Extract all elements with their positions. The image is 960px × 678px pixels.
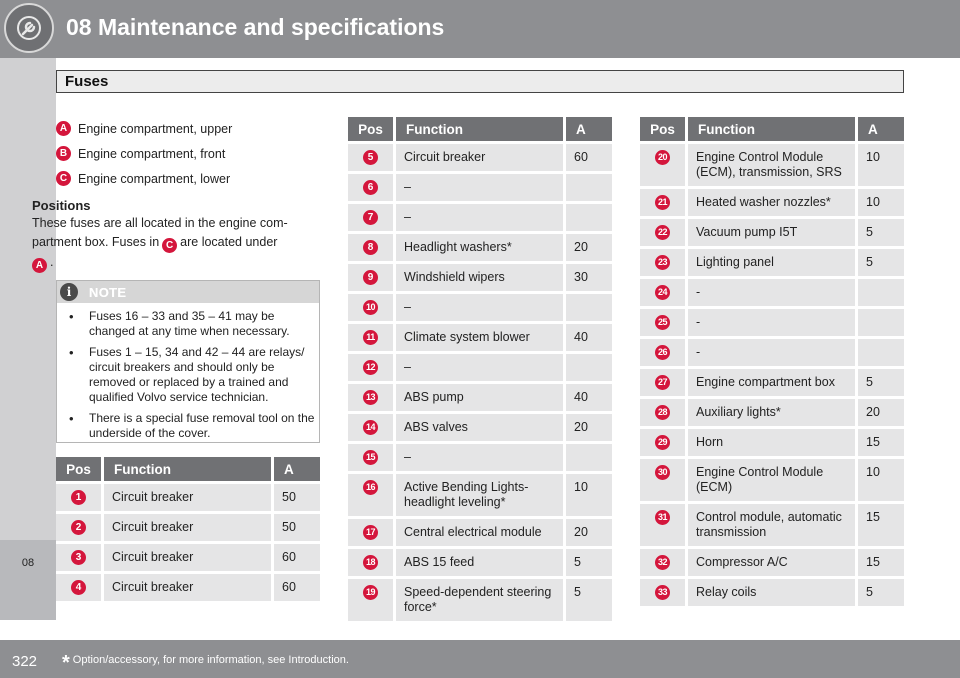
amp-cell: 15	[858, 504, 904, 546]
location-item	[56, 141, 320, 166]
pos-cell	[348, 549, 393, 576]
amp-header: A	[858, 117, 904, 141]
function-cell: -	[685, 279, 858, 306]
fuse-number-badge: 11	[363, 330, 378, 345]
section-title: Fuses	[65, 73, 109, 90]
function-header: Function	[685, 117, 858, 141]
pos-cell	[348, 444, 393, 471]
fuse-number-badge: 27	[655, 375, 670, 390]
amp-cell: 10	[858, 144, 904, 186]
location-badge: C	[162, 238, 177, 253]
table-row	[56, 544, 320, 571]
pos-cell	[640, 429, 685, 456]
table-row	[348, 294, 612, 321]
pos-cell	[348, 324, 393, 351]
function-cell: -	[685, 309, 858, 336]
pos-cell	[348, 519, 393, 546]
amp-cell: 40	[566, 384, 612, 411]
table-row	[640, 144, 904, 186]
amp-cell: 20	[858, 399, 904, 426]
function-cell: Vacuum pump I5T	[685, 219, 858, 246]
function-cell: ABS 15 feed	[393, 549, 566, 576]
function-cell: –	[393, 204, 566, 231]
fuse-number-badge: 8	[363, 240, 378, 255]
amp-cell: 30	[566, 264, 612, 291]
function-cell: –	[393, 354, 566, 381]
function-cell: Circuit breaker	[393, 144, 566, 171]
amp-cell: 60	[274, 544, 320, 571]
pos-header: Pos	[640, 117, 685, 141]
function-cell: Circuit breaker	[101, 574, 274, 601]
fuse-number-badge: 15	[363, 450, 378, 465]
pos-cell	[348, 414, 393, 441]
note-list	[69, 309, 315, 447]
function-cell: Speed-dependent steering force*	[393, 579, 566, 621]
table-header-row	[640, 117, 904, 141]
function-cell: Engine compartment box	[685, 369, 858, 396]
table-row	[640, 249, 904, 276]
amp-cell	[858, 279, 904, 306]
note-item: • There is a special fuse removal tool on the underside of the cover.	[69, 411, 315, 441]
fuse-number-badge: 22	[655, 225, 670, 240]
amp-cell: 5	[858, 249, 904, 276]
pos-cell	[348, 354, 393, 381]
amp-cell: 50	[274, 484, 320, 511]
side-tab-marker	[0, 540, 56, 620]
footnote-star: *	[62, 652, 70, 674]
pos-cell	[56, 544, 101, 571]
chapter-header	[0, 0, 960, 58]
table-row	[348, 549, 612, 576]
footnote	[62, 652, 349, 675]
fuse-number-badge: 33	[655, 585, 670, 600]
fuse-number-badge: 6	[363, 180, 378, 195]
table-row	[640, 399, 904, 426]
fuse-number-badge: 14	[363, 420, 378, 435]
amp-cell: 10	[858, 189, 904, 216]
table-row	[56, 484, 320, 511]
table-row	[640, 279, 904, 306]
table-row	[640, 219, 904, 246]
page-footer	[0, 640, 960, 678]
function-cell: Circuit breaker	[101, 514, 274, 541]
amp-cell	[566, 294, 612, 321]
table-row	[348, 384, 612, 411]
amp-cell: 15	[858, 549, 904, 576]
amp-cell	[858, 339, 904, 366]
function-cell: –	[393, 294, 566, 321]
location-badge: B	[56, 146, 71, 161]
pos-cell	[640, 369, 685, 396]
pos-cell	[348, 264, 393, 291]
table-row	[640, 189, 904, 216]
fuse-number-badge: 31	[655, 510, 670, 525]
pos-cell	[640, 309, 685, 336]
note-box	[56, 280, 320, 443]
pos-cell	[348, 174, 393, 201]
positions-text	[32, 214, 322, 273]
fuse-number-badge: 2	[71, 520, 86, 535]
fuse-number-badge: 25	[655, 315, 670, 330]
section-bar	[56, 70, 904, 93]
positions-text-part: These fuses are all located in the engine com-partment box. Fuses in	[32, 216, 288, 249]
fuse-number-badge: 7	[363, 210, 378, 225]
fuse-number-badge: 30	[655, 465, 670, 480]
pos-cell	[640, 459, 685, 501]
location-badge: C	[56, 171, 71, 186]
table-row	[640, 309, 904, 336]
table-row	[348, 414, 612, 441]
pos-cell	[348, 474, 393, 516]
table-row	[348, 579, 612, 621]
function-cell: Control module, automatic transmission	[685, 504, 858, 546]
function-cell: Horn	[685, 429, 858, 456]
function-cell: Headlight washers*	[393, 234, 566, 261]
amp-cell	[858, 309, 904, 336]
amp-cell: 50	[274, 514, 320, 541]
table-row	[640, 504, 904, 546]
note-header	[57, 281, 319, 303]
function-cell: ABS pump	[393, 384, 566, 411]
location-label: Engine compartment, lower	[78, 171, 231, 186]
pos-cell	[640, 249, 685, 276]
fuse-number-badge: 26	[655, 345, 670, 360]
fuse-number-badge: 10	[363, 300, 378, 315]
function-cell: ABS valves	[393, 414, 566, 441]
page-number: 322	[12, 653, 38, 670]
fuse-number-badge: 1	[71, 490, 86, 505]
amp-cell: 5	[858, 369, 904, 396]
amp-cell: 5	[566, 549, 612, 576]
pos-cell	[348, 144, 393, 171]
fuse-number-badge: 21	[655, 195, 670, 210]
wrench-icon	[4, 3, 54, 53]
pos-cell	[348, 294, 393, 321]
pos-cell	[640, 399, 685, 426]
function-cell: –	[393, 174, 566, 201]
pos-cell	[348, 579, 393, 621]
fuse-number-badge: 16	[363, 480, 378, 495]
pos-header: Pos	[348, 117, 393, 141]
function-header: Function	[101, 457, 274, 481]
pos-cell	[640, 189, 685, 216]
table-row	[640, 549, 904, 576]
table-row	[348, 474, 612, 516]
positions-text-part: are located under	[180, 235, 278, 249]
function-cell: Compressor A/C	[685, 549, 858, 576]
pos-cell	[56, 514, 101, 541]
table-header-row	[56, 457, 320, 481]
table-header-row	[348, 117, 612, 141]
function-cell: Circuit breaker	[101, 484, 274, 511]
fuse-number-badge: 3	[71, 550, 86, 565]
pos-cell	[640, 504, 685, 546]
table-row	[640, 459, 904, 501]
chapter-title: 08 Maintenance and specifications	[66, 14, 445, 40]
table-row	[56, 514, 320, 541]
amp-cell	[566, 174, 612, 201]
amp-cell: 10	[566, 474, 612, 516]
fuse-number-badge: 20	[655, 150, 670, 165]
table-row	[56, 574, 320, 601]
function-cell: Auxiliary lights*	[685, 399, 858, 426]
function-cell: Central electrical module	[393, 519, 566, 546]
fuse-table-right	[640, 114, 904, 609]
function-cell: –	[393, 444, 566, 471]
function-cell: Heated washer nozzles*	[685, 189, 858, 216]
fuse-number-badge: 4	[71, 580, 86, 595]
table-row	[348, 324, 612, 351]
amp-cell	[566, 354, 612, 381]
fuse-number-badge: 13	[363, 390, 378, 405]
amp-cell: 40	[566, 324, 612, 351]
amp-cell: 5	[566, 579, 612, 621]
amp-header: A	[274, 457, 320, 481]
location-item	[56, 166, 320, 191]
function-header: Function	[393, 117, 566, 141]
amp-cell: 20	[566, 519, 612, 546]
table-row	[348, 354, 612, 381]
function-cell: -	[685, 339, 858, 366]
amp-cell: 20	[566, 234, 612, 261]
amp-cell: 10	[858, 459, 904, 501]
location-item	[56, 116, 320, 141]
amp-cell	[566, 444, 612, 471]
amp-cell	[566, 204, 612, 231]
amp-cell: 15	[858, 429, 904, 456]
pos-cell	[348, 204, 393, 231]
pos-cell	[640, 339, 685, 366]
function-cell: Active Bending Lights-headlight leveling*	[393, 474, 566, 516]
side-tab-chapter: 08	[21, 557, 35, 569]
amp-cell: 5	[858, 579, 904, 606]
fuse-number-badge: 5	[363, 150, 378, 165]
fuse-number-badge: 29	[655, 435, 670, 450]
location-label: Engine compartment, upper	[78, 121, 233, 136]
table-row	[348, 204, 612, 231]
pos-cell	[640, 279, 685, 306]
pos-cell	[348, 384, 393, 411]
pos-cell	[640, 144, 685, 186]
fuse-number-badge: 32	[655, 555, 670, 570]
function-cell: Climate system blower	[393, 324, 566, 351]
fuse-number-badge: 17	[363, 525, 378, 540]
fuse-table-left	[56, 454, 320, 604]
pos-cell	[640, 549, 685, 576]
amp-cell: 5	[858, 219, 904, 246]
fuse-number-badge: 23	[655, 255, 670, 270]
chapter-side-tab	[0, 58, 56, 620]
table-row	[348, 519, 612, 546]
location-list	[56, 116, 320, 191]
function-cell: Windshield wipers	[393, 264, 566, 291]
fuse-number-badge: 12	[363, 360, 378, 375]
note-item: • Fuses 1 – 15, 34 and 42 – 44 are relays/ circuit breakers and should only be removed or replaced by a trained and qualified Volvo service technician.	[69, 345, 315, 405]
function-cell: Relay coils	[685, 579, 858, 606]
note-item: • Fuses 16 – 33 and 35 – 41 may be changed at any time when necessary.	[69, 309, 315, 339]
pos-cell	[640, 219, 685, 246]
function-cell: Engine Control Module (ECM)	[685, 459, 858, 501]
table-row	[640, 369, 904, 396]
function-cell: Circuit breaker	[101, 544, 274, 571]
table-row	[640, 429, 904, 456]
table-row	[640, 339, 904, 366]
fuse-number-badge: 19	[363, 585, 378, 600]
info-icon: i	[60, 283, 78, 301]
note-title: NOTE	[89, 285, 127, 300]
positions-heading: Positions	[32, 198, 91, 213]
location-label: Engine compartment, front	[78, 146, 226, 161]
fuse-number-badge: 18	[363, 555, 378, 570]
fuse-table-middle	[348, 114, 612, 624]
amp-cell: 20	[566, 414, 612, 441]
pos-header: Pos	[56, 457, 101, 481]
function-cell: Engine Control Module (ECM), transmission, SRS	[685, 144, 858, 186]
table-row	[348, 174, 612, 201]
fuse-number-badge: 9	[363, 270, 378, 285]
pos-cell	[640, 579, 685, 606]
amp-header: A	[566, 117, 612, 141]
location-badge: A	[32, 258, 47, 273]
pos-cell	[56, 574, 101, 601]
amp-cell: 60	[274, 574, 320, 601]
pos-cell	[56, 484, 101, 511]
footnote-text: Option/accessory, for more information, see Introduction.	[72, 654, 349, 666]
pos-cell	[348, 234, 393, 261]
fuse-number-badge: 28	[655, 405, 670, 420]
function-cell: Lighting panel	[685, 249, 858, 276]
positions-text-part: .	[50, 255, 54, 269]
fuse-number-badge: 24	[655, 285, 670, 300]
table-row	[348, 144, 612, 171]
amp-cell: 60	[566, 144, 612, 171]
table-row	[348, 444, 612, 471]
table-row	[348, 264, 612, 291]
table-row	[348, 234, 612, 261]
location-badge: A	[56, 121, 71, 136]
table-row	[640, 579, 904, 606]
